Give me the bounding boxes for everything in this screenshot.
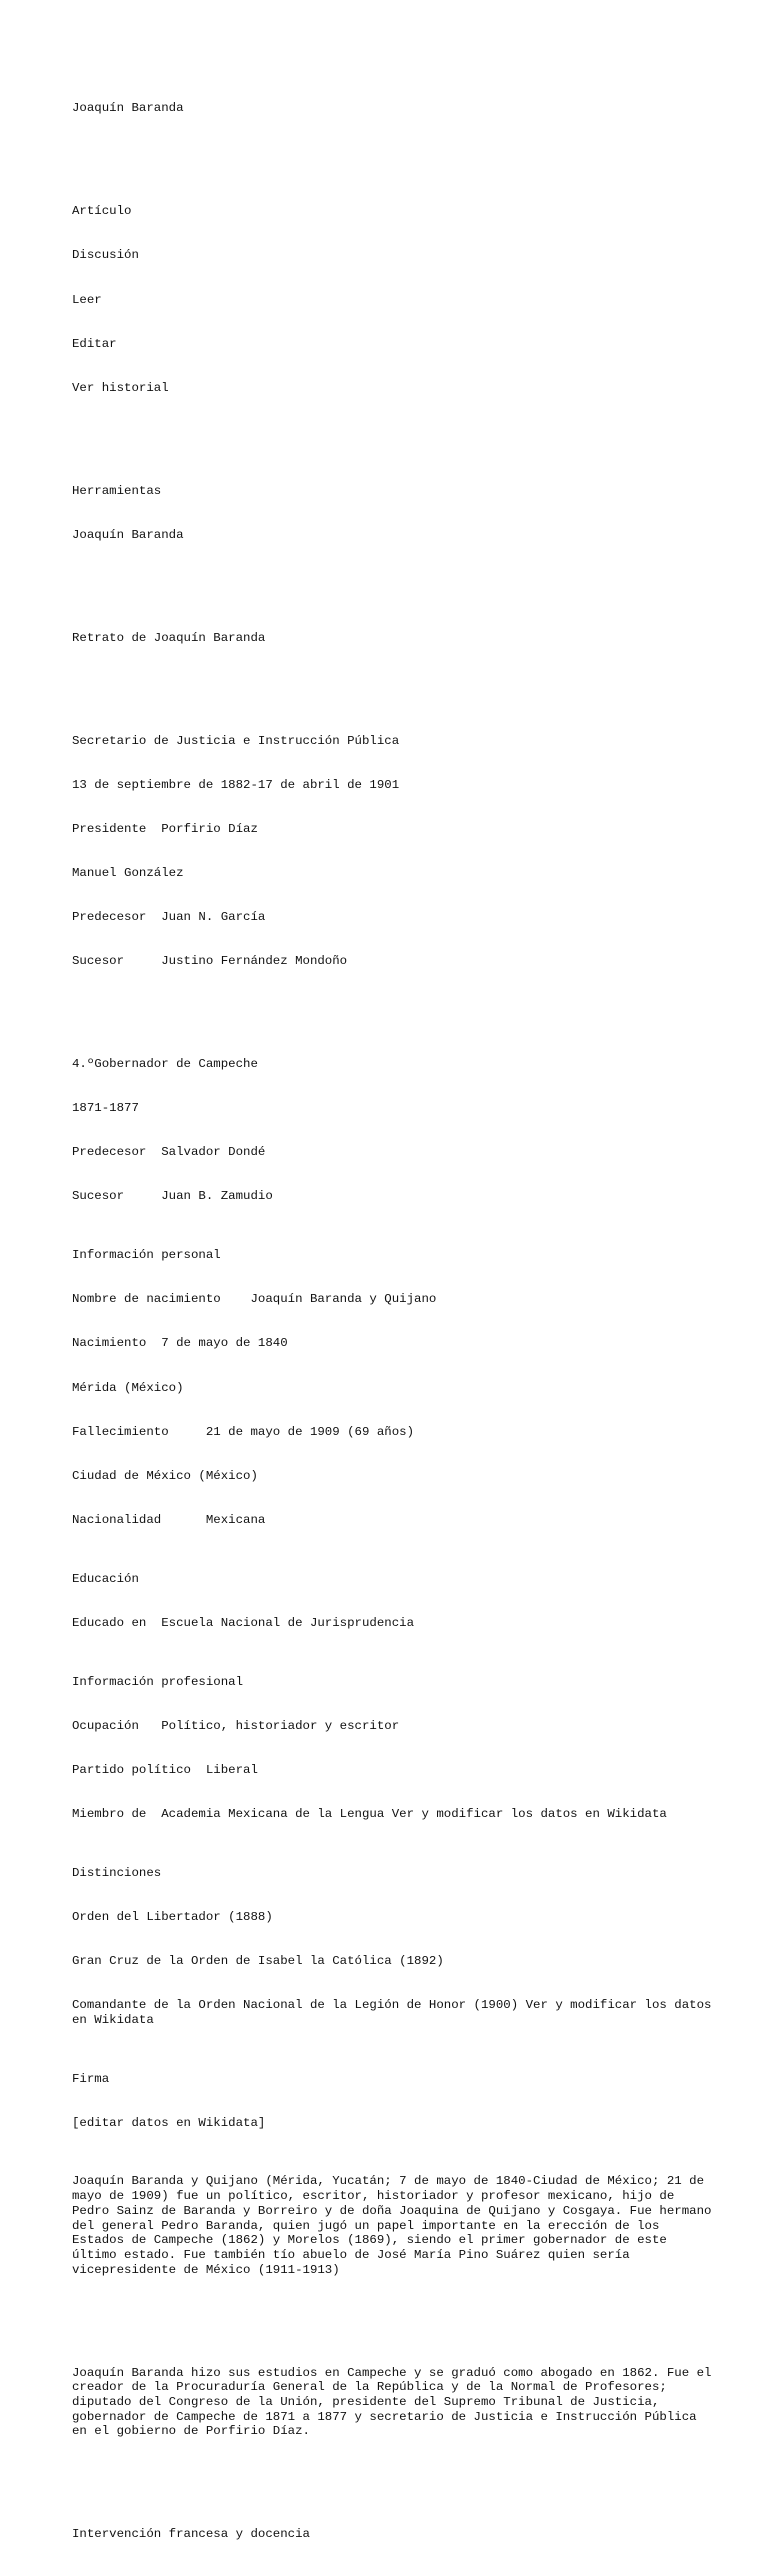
section-heading: Intervención francesa y docencia <box>72 2527 310 2542</box>
infobox-name: Joaquín Baranda <box>72 527 184 542</box>
document-page <box>72 72 719 2557</box>
nationality[interactable]: Nacionalidad Mexicana <box>72 1512 266 1527</box>
tab-discussion[interactable]: Discusión <box>72 248 139 263</box>
office1-successor[interactable]: Sucesor Justino Fernández Mondoño <box>72 954 348 969</box>
tab-read[interactable]: Leer <box>72 292 102 307</box>
professional-heading: Información profesional <box>72 1674 244 1689</box>
political-party[interactable]: Partido político Liberal <box>72 1762 258 1777</box>
office1-president[interactable]: Presidente Porfirio Díaz <box>72 821 258 836</box>
birth-date: Nacimiento 7 de mayo de 1840 <box>72 1336 288 1351</box>
education-heading: Educación <box>72 1571 139 1586</box>
spacer <box>72 425 712 440</box>
office2-predecessor[interactable]: Predecesor Salvador Dondé <box>72 1145 266 1160</box>
office1-title[interactable]: Secretario de Justicia e Instrucción Pública <box>72 733 400 748</box>
spacer <box>72 146 712 161</box>
spacer <box>72 2307 712 2322</box>
spacer <box>72 572 712 587</box>
spacer <box>72 675 712 690</box>
distinctions-heading: Distinciones <box>72 1865 162 1880</box>
member-of[interactable]: Miembro de Academia Mexicana de la Lengua Ver y modificar los datos en Wikidata <box>72 1806 667 1821</box>
birth-place[interactable]: Mérida (México) <box>72 1380 184 1395</box>
educated-at[interactable]: Educado en Escuela Nacional de Jurisprudencia <box>72 1615 415 1630</box>
distinction-item[interactable]: Gran Cruz de la Orden de Isabel la Católica (1892) <box>72 1953 444 1968</box>
office1-predecessor[interactable]: Predecesor Juan N. García <box>72 910 266 925</box>
occupation: Ocupación Político, historiador y escritor <box>72 1718 400 1733</box>
edit-wikidata-link[interactable]: [editar datos en Wikidata] <box>72 2115 266 2130</box>
death-place[interactable]: Ciudad de México (México) <box>72 1468 258 1483</box>
intro-paragraph: Joaquín Baranda y Quijano (Mérida, Yucatán; 7 de mayo de 1840-Ciudad de México; 21 de mayo de 1909) fue un político, escritor, historiador y profesor mexicano, hijo de Pedro Sainz de Baranda y Borreiro y de doña Joaquina de Quijano y Cosgaya. Fue hermano del general Pedro Baranda, quien jugó un papel importante en la erección de los Estados de Campeche (1862) y Morelos (1869), siendo el primer gobernador de este último estado. Fue también tío abuelo de José María Pino Suárez quien sería vicepresidente de México (1911-1913) <box>72 2174 712 2277</box>
page-title: Joaquín Baranda <box>72 101 184 116</box>
office2-successor[interactable]: Sucesor Juan B. Zamudio <box>72 1189 273 1204</box>
office1-president2[interactable]: Manuel González <box>72 865 184 880</box>
career-paragraph: Joaquín Baranda hizo sus estudios en Campeche y se graduó como abogado en 1862. Fue el creador de la Procuraduría General de la República y de la Normal de Profesores; diputado del Congreso de la Unión, presidente del Supremo Tribunal de Justicia, gobernador de Campeche de 1871 a 1877 y secretario de Justicia e Instrucción Pública en el gobierno de Porfirio Díaz. <box>72 2365 712 2439</box>
tab-article[interactable]: Artículo <box>72 204 132 219</box>
spacer <box>72 998 712 1013</box>
birth-name: Nombre de nacimiento Joaquín Baranda y Quijano <box>72 1292 437 1307</box>
distinction-item[interactable]: Comandante de la Orden Nacional de la Legión de Honor (1900) Ver y modificar los datos en Wikidata <box>72 1998 719 2027</box>
office2-dates: 1871-1877 <box>72 1101 139 1116</box>
tools-menu[interactable]: Herramientas <box>72 483 162 498</box>
portrait-caption: Retrato de Joaquín Baranda <box>72 630 266 645</box>
death-date: Fallecimiento 21 de mayo de 1909 (69 años) <box>72 1424 415 1439</box>
office2-title[interactable]: 4.ºGobernador de Campeche <box>72 1057 258 1072</box>
tab-history[interactable]: Ver historial <box>72 380 169 395</box>
spacer <box>72 2469 712 2484</box>
tab-edit[interactable]: Editar <box>72 336 117 351</box>
signature-label: Firma <box>72 2071 110 2086</box>
distinction-item[interactable]: Orden del Libertador (1888) <box>72 1909 273 1924</box>
office1-dates: 13 de septiembre de 1882-17 de abril de 1901 <box>72 777 400 792</box>
personal-heading: Información personal <box>72 1248 221 1263</box>
